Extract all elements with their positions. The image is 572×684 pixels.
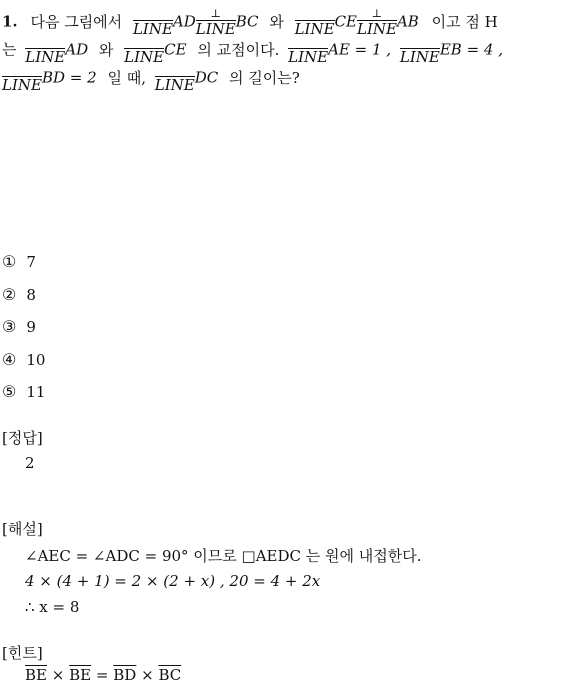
overline-fraction: LINE [288, 48, 329, 66]
option-4[interactable] [2, 350, 45, 369]
segment-bc: $\overline{BC}$ [158, 666, 182, 684]
explanation-line-3: ∴ x = 8 [25, 598, 80, 616]
option-5[interactable] [2, 382, 45, 401]
option-value: 9 [26, 317, 36, 336]
option-number: ② [2, 285, 17, 304]
segment-label: CE [334, 12, 357, 31]
option-number: ④ [2, 350, 17, 369]
hint-label: [힌트] [2, 644, 43, 662]
question-line-3 [2, 64, 300, 93]
answer-value: 2 [25, 454, 35, 472]
answer-label: [정답] [2, 429, 43, 447]
segment-label: AB [396, 12, 419, 31]
option-value: 10 [26, 350, 46, 369]
overline-fraction: LINE [2, 76, 42, 94]
question-text: 이고 점 H [431, 12, 498, 31]
question-number: 1. [2, 12, 18, 31]
segment-value: AE = 1 , [328, 40, 392, 59]
times-symbol: × [51, 666, 65, 684]
question-line-2 [2, 36, 503, 65]
option-1[interactable] [2, 252, 36, 271]
perp-fraction: $\frac{\perp}{\text{LINE}}$ [357, 7, 397, 38]
option-value: 7 [26, 252, 36, 271]
segment-bd: $\overline{BD}$ [113, 666, 137, 684]
option-3[interactable] [2, 317, 36, 336]
perp-fraction: $\frac{\perp}{\text{LINE}}$ [195, 7, 236, 38]
overline-fraction: LINE [294, 20, 335, 38]
segment-label: CE [164, 40, 187, 59]
segment-be: $\overline{BE}$ [25, 666, 47, 684]
question-text: 와 [98, 40, 114, 59]
option-value: 8 [26, 285, 36, 304]
question-text: 는 [2, 40, 17, 59]
explanation-line-2: 4 × (4 + 1) = 2 × (2 + x) , 20 = 4 + 2x [25, 572, 321, 590]
segment-label: AD [172, 12, 196, 31]
times-symbol: × [141, 666, 154, 684]
segment-be: $\overline{BE}$ [69, 666, 92, 684]
option-value: 11 [26, 382, 46, 401]
question-text: 와 [269, 12, 284, 31]
option-number: ① [2, 252, 17, 271]
overline-fraction: LINE [25, 48, 66, 66]
hint-formula [25, 666, 181, 684]
segment-label: BC [235, 12, 259, 31]
explanation-line-1: ∠AEC = ∠ADC = 90° 이므로 □AEDC 는 원에 내접한다. [25, 547, 422, 565]
option-number: ⑤ [2, 382, 17, 401]
overline-fraction: LINE [154, 76, 195, 94]
overline-fraction: LINE [124, 48, 165, 66]
question-text: 의 길이는? [229, 68, 300, 87]
segment-label: AD [65, 40, 89, 59]
overline-fraction: LINE [132, 20, 173, 38]
overline-fraction: LINE [399, 48, 440, 66]
segment-value: EB = 4 , [439, 40, 503, 59]
question-line-1 [2, 8, 498, 37]
segment-label: DC [194, 68, 219, 87]
question-text: 의 교점이다. [197, 40, 280, 59]
segment-value: BD = 2 [41, 68, 97, 87]
option-number: ③ [2, 317, 17, 336]
option-2[interactable] [2, 285, 36, 304]
equals-symbol: = [95, 666, 109, 684]
question-text: 일 때, [107, 68, 146, 87]
explanation-label: [해설] [2, 520, 43, 538]
question-text: 다음 그림에서 [30, 12, 123, 31]
